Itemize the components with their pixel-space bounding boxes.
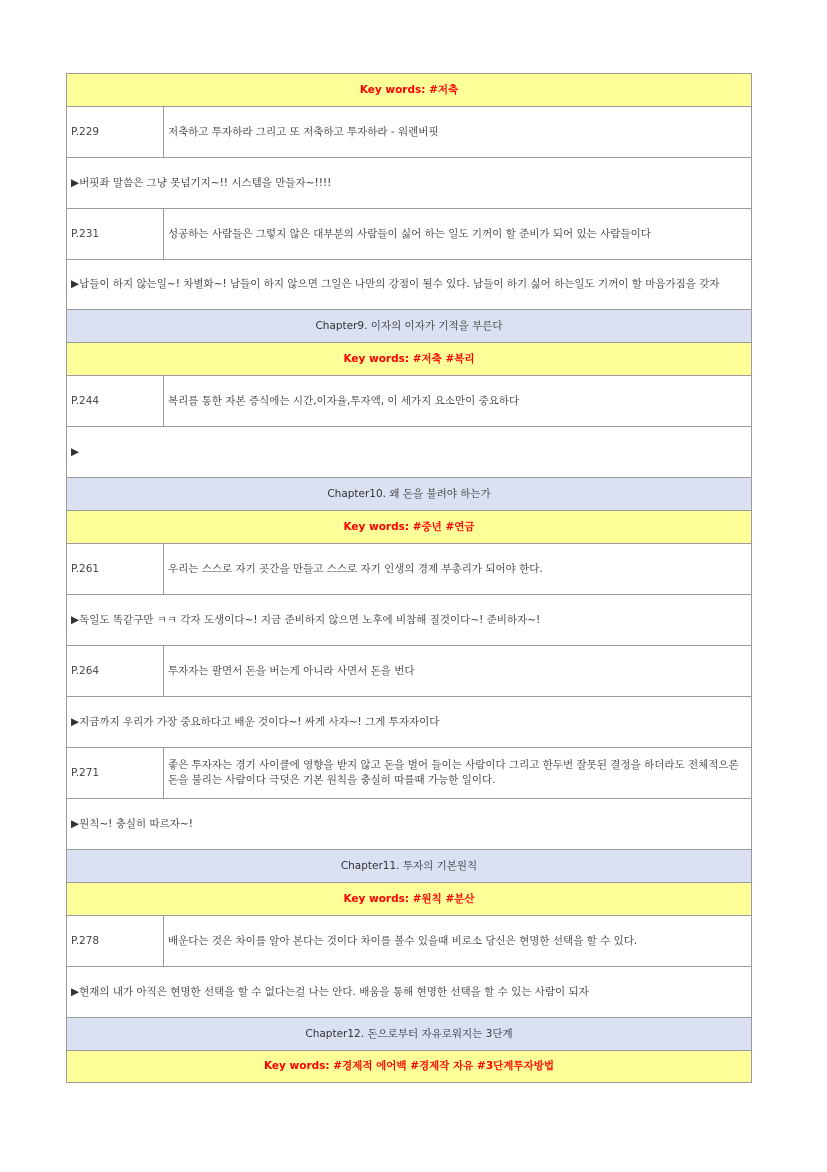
chapter-title: Chapter12. 돈으로부터 자유로워지는 3단계 bbox=[67, 1018, 752, 1051]
keywords-label: Key words: #저축 #복리 bbox=[67, 343, 752, 376]
reading-notes-table bbox=[66, 73, 752, 1083]
page-number: P.271 bbox=[67, 748, 164, 799]
quote-row bbox=[67, 544, 752, 595]
chapter-row bbox=[67, 478, 752, 511]
quote-text: 배운다는 것은 차이를 알아 본다는 것이다 차이를 볼수 있을때 비로소 당신은 현명한 선택을 할 수 있다. bbox=[164, 916, 752, 967]
page-number: P.278 bbox=[67, 916, 164, 967]
keywords-row bbox=[67, 74, 752, 107]
page-number: P.261 bbox=[67, 544, 164, 595]
quote-text: 성공하는 사람들은 그렇지 않은 대부분의 사람들이 싫어 하는 일도 기꺼이 할 준비가 되어 있는 사람들이다 bbox=[164, 209, 752, 260]
quote-text: 우리는 스스로 자기 곳간을 만들고 스스로 자기 인생의 경제 부총리가 되어야 한다. bbox=[164, 544, 752, 595]
note-text: ▶원칙~! 충실히 따르자~! bbox=[67, 799, 752, 850]
note-text: ▶남들이 하지 않는일~! 차별화~! 남들이 하지 않으면 그일은 나만의 강점이 될수 있다. 남들이 하기 싫어 하는일도 기꺼이 할 마음가짐을 갖자 bbox=[67, 260, 752, 310]
note-text: ▶현재의 내가 아직은 현명한 선택을 할 수 없다는걸 나는 안다. 배움을 통해 현명한 선택을 할 수 있는 사람이 되자 bbox=[67, 967, 752, 1018]
quote-text: 좋은 투자자는 경기 사이클에 영향을 받지 않고 돈을 벌어 들이는 사람이다 그리고 한두번 잘못된 결정을 하더라도 전체적으론 돈을 불리는 사람이다 극덧은 기본 원칙을 충실히 따를때 가능한 일이다. bbox=[164, 748, 752, 799]
quote-row bbox=[67, 209, 752, 260]
page-number: P.264 bbox=[67, 646, 164, 697]
chapter-title: Chapter10. 왜 돈을 불려야 하는가 bbox=[67, 478, 752, 511]
chapter-title: Chapter9. 이자의 이자가 기적을 부른다 bbox=[67, 310, 752, 343]
keywords-label: Key words: #저축 bbox=[67, 74, 752, 107]
keywords-row bbox=[67, 343, 752, 376]
note-text: ▶버핏좌 말씀은 그냥 못넘기지~!! 시스템을 만들자~!!!! bbox=[67, 158, 752, 209]
quote-row bbox=[67, 376, 752, 427]
note-row bbox=[67, 260, 752, 310]
page-number: P.244 bbox=[67, 376, 164, 427]
note-row bbox=[67, 595, 752, 646]
chapter-row bbox=[67, 310, 752, 343]
quote-row bbox=[67, 107, 752, 158]
keywords-label: Key words: #경제적 에어백 #경제작 자유 #3단계투자방법 bbox=[67, 1051, 752, 1083]
keywords-label: Key words: #원칙 #분산 bbox=[67, 883, 752, 916]
keywords-row bbox=[67, 1051, 752, 1083]
chapter-row bbox=[67, 850, 752, 883]
keywords-row bbox=[67, 511, 752, 544]
quote-row bbox=[67, 646, 752, 697]
quote-row bbox=[67, 916, 752, 967]
page-number: P.231 bbox=[67, 209, 164, 260]
note-row bbox=[67, 427, 752, 478]
keywords-row bbox=[67, 883, 752, 916]
note-row bbox=[67, 158, 752, 209]
quote-text: 투자자는 팔면서 돈을 버는게 아니라 사면서 돈을 번다 bbox=[164, 646, 752, 697]
note-text: ▶ bbox=[67, 427, 752, 478]
page-number: P.229 bbox=[67, 107, 164, 158]
note-row bbox=[67, 967, 752, 1018]
quote-text: 저축하고 투자하라 그리고 또 저축하고 투자하라 - 워렌버핏 bbox=[164, 107, 752, 158]
note-row bbox=[67, 799, 752, 850]
chapter-title: Chapter11. 투자의 기본원칙 bbox=[67, 850, 752, 883]
note-row bbox=[67, 697, 752, 748]
quote-text: 복리를 통한 자본 증식에는 시간,이자율,투자액, 이 세가지 요소만이 중요하다 bbox=[164, 376, 752, 427]
chapter-row bbox=[67, 1018, 752, 1051]
quote-row bbox=[67, 748, 752, 799]
keywords-label: Key words: #중년 #연금 bbox=[67, 511, 752, 544]
note-text: ▶지금까지 우리가 가장 중요하다고 배운 것이다~! 싸게 사자~! 그게 투자자이다 bbox=[67, 697, 752, 748]
note-text: ▶독일도 똑같구만 ㅋㅋ 각자 도생이다~! 지금 준비하지 않으면 노후에 비참해 질것이다~! 준비하자~! bbox=[67, 595, 752, 646]
